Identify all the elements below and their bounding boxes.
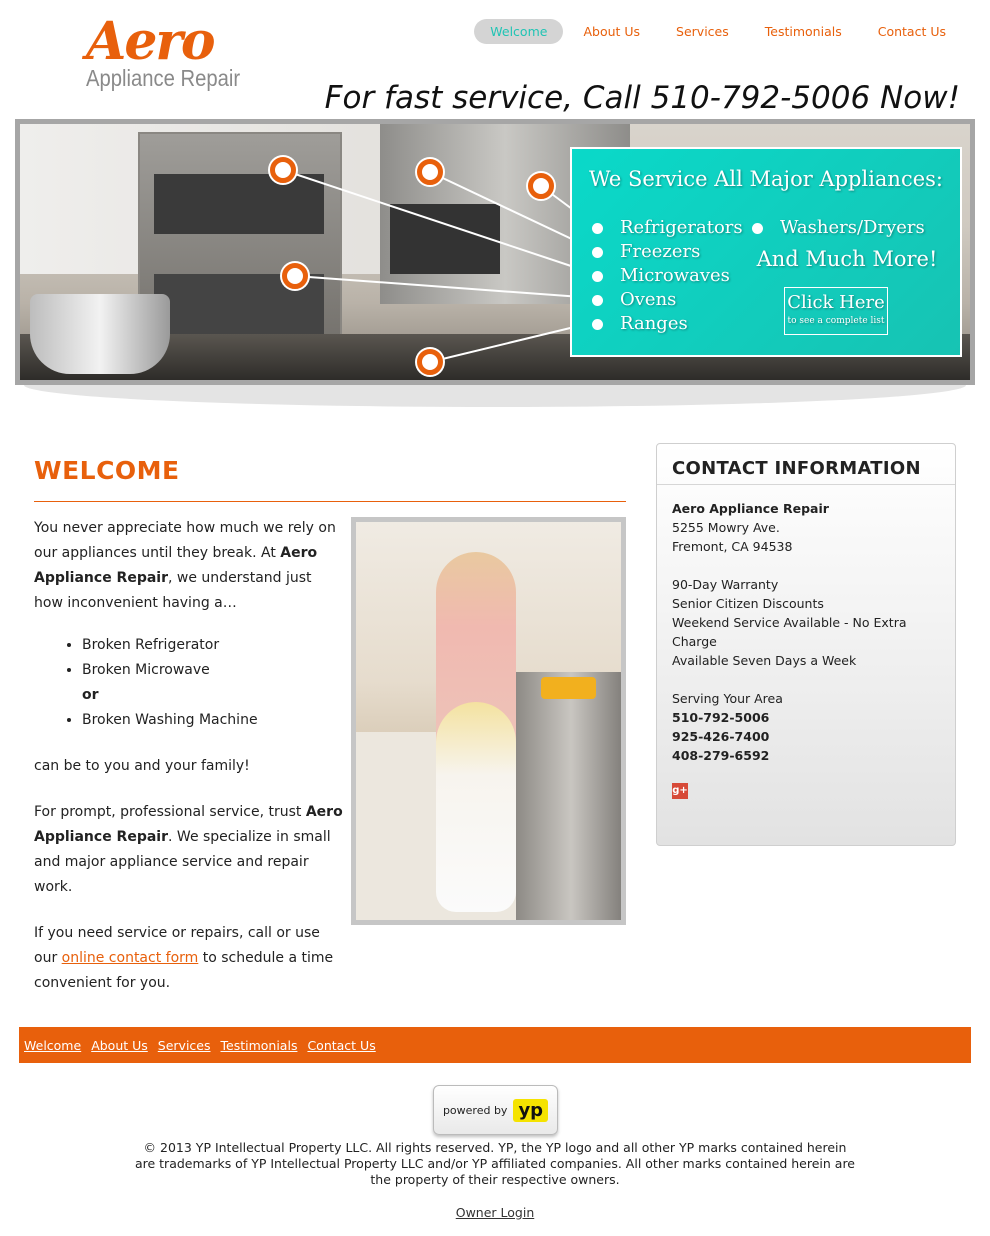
owner-login-link[interactable]: Owner Login (455, 1205, 535, 1220)
photo-child (436, 702, 516, 912)
online-contact-form-link[interactable]: online contact form (61, 950, 199, 966)
click-here-sublabel: to see a complete list (787, 316, 885, 326)
brand-name: Aero Appliance Repair (34, 545, 318, 586)
click-here-label: Click Here (787, 292, 885, 313)
hero-banner (15, 119, 975, 385)
service-item: Refrigerators (592, 216, 743, 240)
powered-by-label: powered by (442, 1103, 508, 1117)
photo-pot (541, 677, 596, 699)
intro-text-end: , we understand just how inconvenient having a… (34, 570, 312, 611)
list-item-or: or (82, 687, 99, 703)
footer-nav-testimonials[interactable]: Testimonials (220, 1037, 298, 1053)
welcome-body (34, 516, 344, 1017)
owner-login-row (0, 1205, 990, 1220)
footer-nav-about-us[interactable]: About Us (91, 1037, 148, 1053)
business-name: Aero Appliance Repair (672, 501, 829, 516)
service-area-label: Serving Your Area (672, 691, 783, 706)
list-item: • Broken Washing Machine (82, 708, 344, 733)
copyright-notice: © 2013 YP Intellectual Property LLC. All rights reserved. YP, the YP logo and all other YP marks contained herein are trademarks of YP Intellectual Property LLC and/or YP affiliated companies. All other marks contained herein are the property of their respective owners. (134, 1140, 856, 1187)
service-item: Microwaves (592, 264, 743, 288)
intro-paragraph (34, 516, 344, 616)
service-item: Ranges (592, 312, 743, 336)
logo-wordmark: Aero (86, 11, 214, 72)
nav-contact-us[interactable]: Contact Us (877, 24, 946, 39)
photo-stove (516, 672, 626, 922)
pin-oven (282, 263, 308, 289)
spacer (672, 556, 940, 575)
service-item: Freezers (592, 240, 743, 264)
yp-logo: yp (513, 1099, 548, 1122)
services-box (570, 147, 962, 357)
google-plus-icon[interactable]: g+ (672, 783, 688, 799)
intro-text: You never appreciate how much we rely on our appliances until they break. At (34, 520, 336, 561)
phone-number[interactable]: 925-426-7400 (672, 729, 770, 744)
contact-info-box (656, 443, 956, 846)
top-nav (470, 19, 962, 44)
nav-about-us[interactable]: About Us (583, 24, 641, 39)
broken-appliances-list (34, 633, 344, 733)
kitchen-image (20, 124, 970, 380)
pin-range (417, 349, 443, 375)
contact-text-end: to schedule a time convenient for you. (34, 950, 334, 991)
heading-divider (34, 501, 626, 502)
services-more: And Much More! (756, 247, 938, 271)
family-paragraph: can be to you and your family! (34, 758, 250, 774)
perk-item: Available Seven Days a Week (672, 653, 857, 668)
nav-welcome[interactable]: Welcome (474, 19, 563, 44)
nav-services[interactable]: Services (676, 24, 729, 39)
footer-nav-welcome[interactable]: Welcome (24, 1037, 82, 1053)
pin-refrigerator (528, 173, 554, 199)
perk-item: Senior Citizen Discounts (672, 596, 824, 611)
powered-by-yp-badge[interactable] (433, 1085, 558, 1135)
banner-shadow (24, 385, 966, 407)
service-item-washers: Washers/Dryers (752, 216, 925, 240)
trust-text: For prompt, professional service, trust (34, 804, 306, 820)
list-item: • Broken Refrigerator (82, 633, 344, 658)
service-item: Ovens (592, 288, 743, 312)
footer-nav-services[interactable]: Services (157, 1037, 211, 1053)
phone-tagline: For fast service, Call 510-792-5006 Now! (324, 80, 960, 116)
services-title: We Service All Major Appliances: (588, 167, 943, 191)
logo-subtitle: Appliance Repair (86, 65, 241, 91)
spacer (672, 670, 940, 689)
perk-item: 90-Day Warranty (672, 577, 779, 592)
logo[interactable] (86, 11, 241, 91)
address-line-2: Fremont, CA 94538 (672, 539, 793, 554)
address-line-1: 5255 Mowry Ave. (672, 520, 780, 535)
phone-number[interactable]: 408-279-6592 (672, 748, 770, 763)
click-here-button[interactable] (784, 287, 888, 335)
nav-testimonials[interactable]: Testimonials (764, 24, 842, 39)
brand-name: Aero Appliance Repair (34, 804, 343, 845)
services-list (592, 216, 743, 336)
pin-freezer (417, 159, 443, 185)
footer-nav (19, 1027, 971, 1063)
contact-paragraph (34, 921, 344, 996)
contact-info-heading: CONTACT INFORMATION (657, 444, 955, 485)
callout-line-ovens (295, 276, 595, 298)
contact-text: If you need service or repairs, call or use our (34, 925, 320, 966)
footer-nav-contact-us[interactable]: Contact Us (307, 1037, 376, 1053)
trust-paragraph (34, 800, 344, 900)
pin-microwave (270, 157, 296, 183)
list-item: • Broken Microwave (82, 658, 344, 683)
trust-text-end: . We specialize in small and major appliance service and repair work. (34, 829, 331, 895)
contact-details (657, 485, 955, 799)
welcome-heading: WELCOME (34, 456, 180, 485)
phone-number[interactable]: 510-792-5006 (672, 710, 770, 725)
perk-item: Weekend Service Available - No Extra Charge (672, 615, 907, 649)
mother-daughter-kitchen-photo (351, 517, 626, 925)
